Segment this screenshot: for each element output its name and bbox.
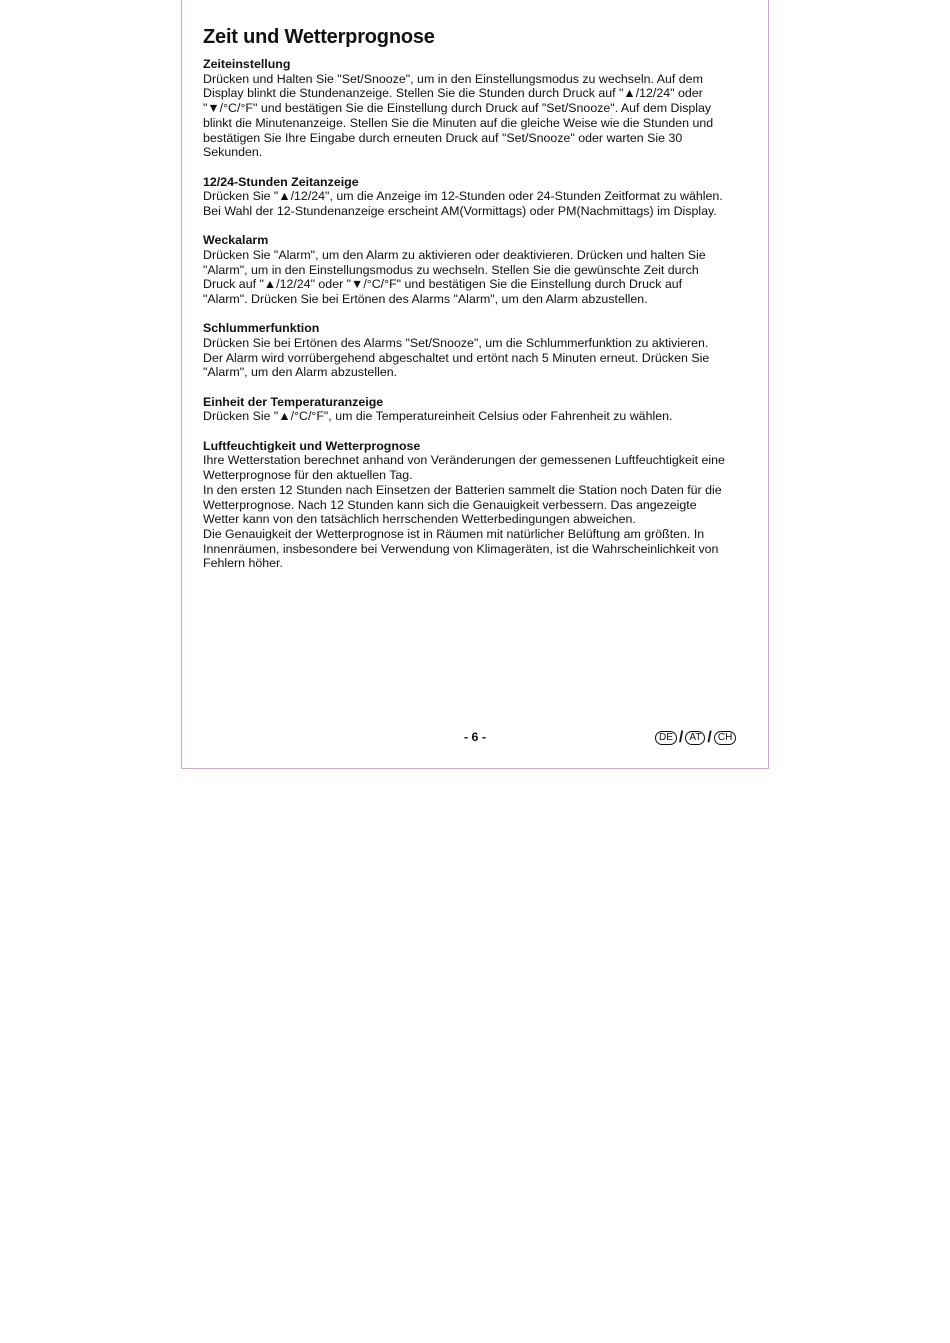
paragraph-line: Drücken Sie "Alarm", um den Alarm zu aktivieren oder deaktivieren. Drücken und halten Sie [203,247,706,262]
country-badges [655,731,736,745]
paragraph-line: Sekunden. [203,145,263,160]
paragraph-line: Wetterprognose für den aktuellen Tag. [203,468,413,483]
paragraph-line: Drücken Sie "▲/12/24", um die Anzeige im 12-Stunden oder 24-Stunden Zeitformat zu wählen. [203,189,723,204]
paragraph-line: Der Alarm wird vorrübergehend abgeschaltet und ertönt nach 5 Minuten erneut. Drücken Sie [203,350,710,365]
paragraph-line: bestätigen Sie Ihre Eingabe durch erneuten Druck auf "Set/Snooze" oder warten Sie 30 [203,130,683,145]
country-badge-ch: CH [714,731,736,745]
section-heading: Schlummerfunktion [203,321,320,336]
paragraph-line: Display blinkt die Stundenanzeige. Stellen Sie die Stunden durch Druck auf "▲/12/24" oder [203,86,703,101]
section-zeiteinstellung [203,57,751,160]
paragraph-line: Wetterprognose. Nach 12 Stunden kann sich die Genauigkeit verbessern. Das angezeigte [203,497,697,512]
section-weckalarm [203,233,751,307]
section-zeitanzeige [203,175,751,219]
paragraph-line: Fehlern höher. [203,556,283,571]
paragraph-line: Druck auf "▲/12/24" oder "▼/°C/°F" und bestätigen Sie die Einstellung durch Druck auf [203,277,683,292]
paragraph-line: Die Genauigkeit der Wetterprognose ist in Räumen mit natürlicher Belüftung am größten. In [203,526,705,541]
section-luftfeuchtigkeit [203,439,751,571]
page-number: - 6 - [463,730,487,744]
paragraph-line: "▼/°C/°F" und bestätigen Sie die Einstellung durch Druck auf "Set/Snooze". Auf dem Display [203,101,712,116]
paragraph-line: "Alarm", um in den Einstellungsmodus zu wechseln. Stellen Sie die gewünschte Zeit durch [203,262,699,277]
paragraph-line: "Alarm", um den Alarm abzustellen. [203,365,398,380]
country-badge-de: DE [655,731,677,745]
section-heading: Einheit der Temperaturanzeige [203,394,384,409]
separator-slash: / [707,729,712,746]
paragraph-line: Wetter kann von den tatsächlich herrschenden Wetterbedingungen abweichen. [203,512,636,527]
section-heading: Luftfeuchtigkeit und Wetterprognose [203,438,421,453]
paragraph-line: blinkt die Minutenanzeige. Stellen Sie die Minuten auf die gleiche Weise wie die Stunden und [203,115,714,130]
section-heading: Weckalarm [203,233,269,248]
section-heading: 12/24-Stunden Zeitanzeige [203,174,359,189]
separator-slash: / [678,729,684,746]
document-content [203,24,751,586]
paragraph-line: Drücken Sie "▲/°C/°F", um die Temperatureinheit Celsius oder Fahrenheit zu wählen. [203,409,673,424]
paragraph-line: In den ersten 12 Stunden nach Einsetzen der Batterien sammelt die Station noch Daten für die [203,482,722,497]
paragraph-line: Innenräumen, insbesondere bei Verwendung von Klimageräten, ist die Wahrscheinlichkeit von [203,541,719,556]
paragraph-line: Bei Wahl der 12-Stundenanzeige erscheint AM(Vormittags) oder PM(Nachmittags) im Display. [203,203,717,218]
section-temperatureinheit [203,395,751,424]
country-badge-at: AT [685,731,705,745]
page-title: Zeit und Wetterprognose [203,26,435,48]
paragraph-line: Drücken und Halten Sie "Set/Snooze", um in den Einstellungsmodus zu wechseln. Auf dem [203,71,703,86]
paragraph-line: "Alarm". Drücken Sie bei Ertönen des Alarms "Alarm", um den Alarm abzustellen. [203,292,648,307]
section-schlummerfunktion [203,321,751,380]
paragraph-line: Drücken Sie bei Ertönen des Alarms "Set/Snooze", um die Schlummerfunktion zu aktivieren. [203,336,709,351]
paragraph-line: Ihre Wetterstation berechnet anhand von Veränderungen der gemessenen Luftfeuchtigkeit eine [203,453,725,468]
section-heading: Zeiteinstellung [203,57,291,71]
